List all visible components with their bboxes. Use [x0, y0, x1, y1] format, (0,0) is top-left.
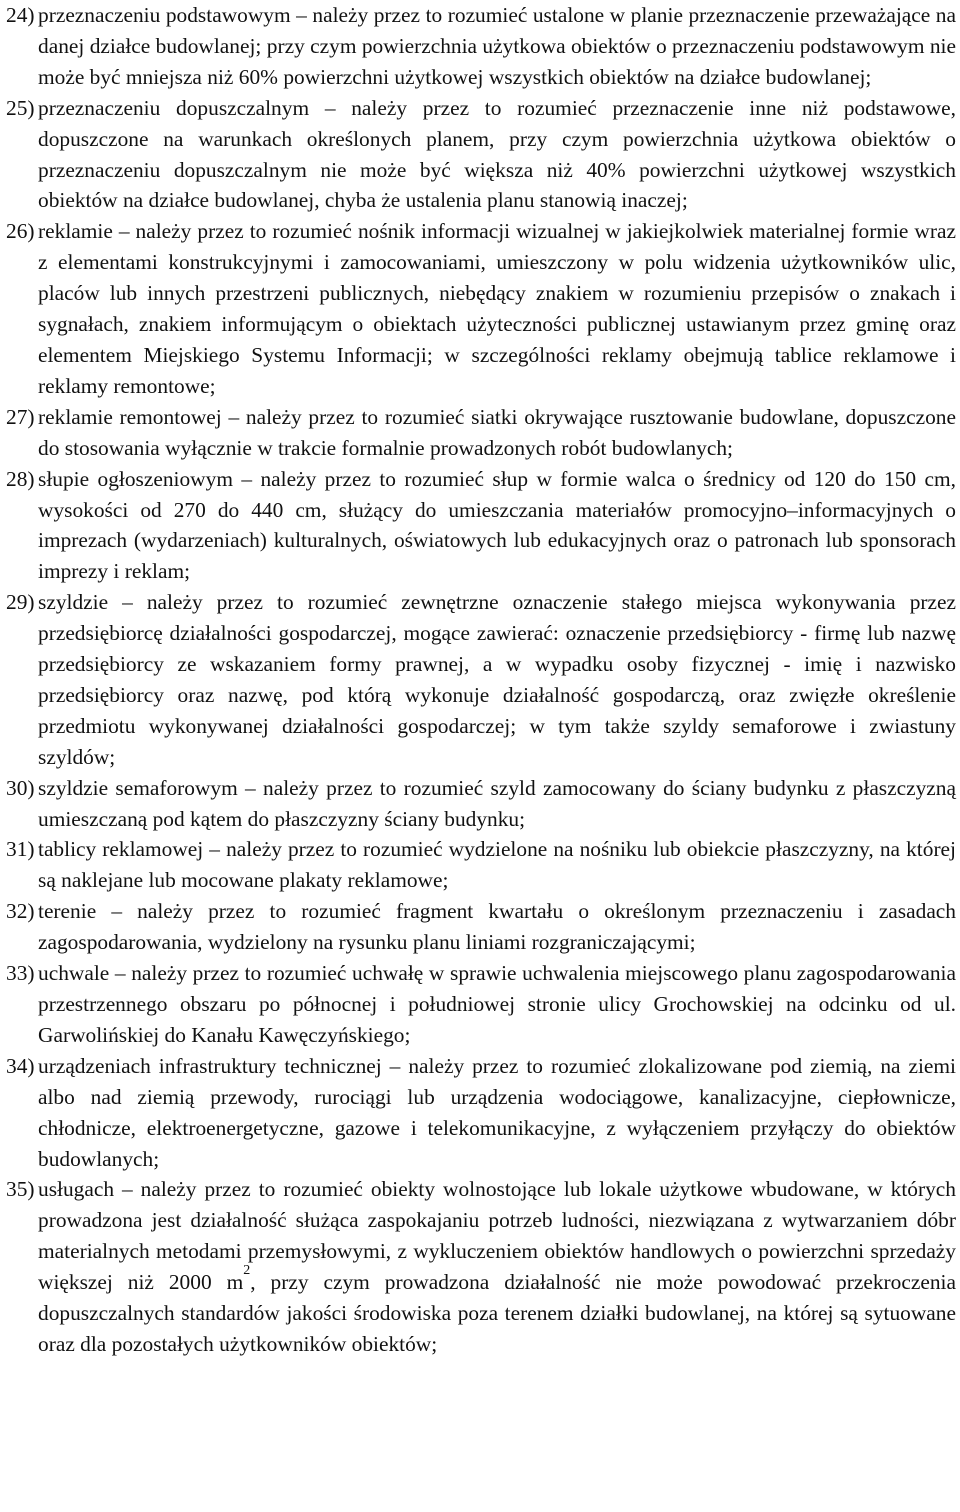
definition-text: terenie – należy przez to rozumieć fragment kwartału o określonym przeznaczeniu i zasadach zagospodarowania, wydzielony na rysunku planu liniami rozgraniczającymi; [38, 899, 956, 955]
definition-item-33 [6, 958, 956, 1051]
definition-item-30 [6, 773, 956, 835]
definition-text: tablicy reklamowej – należy przez to rozumieć wydzielone na nośniku lub obiekcie płaszczyzny, na której są naklejane lub mocowane plakaty reklamowe; [38, 837, 956, 893]
definition-number: 35) [6, 1177, 35, 1202]
definition-item-24 [6, 0, 956, 93]
definition-number: 24) [6, 3, 35, 27]
definition-text: przeznaczeniu podstawowym – należy przez to rozumieć ustalone w planie przeznaczenie przeważające na danej działce budowlanej; przy czym powierzchnia użytkowa obiektów o przeznaczeniu podstawowym nie może być mniejsza niż 60% powierzchni użytkowej wszystkich obiektów na działce budowlanej; [38, 3, 956, 89]
definition-number: 29) [6, 590, 35, 615]
definition-number: 30) [6, 775, 35, 800]
definition-text-wrapper [38, 1174, 956, 1359]
definition-item-27 [6, 402, 956, 464]
definition-item-28 [6, 464, 956, 588]
definition-number: 26) [6, 219, 35, 244]
definition-number: 32) [6, 899, 35, 924]
definition-text: reklamie remontowej – należy przez to rozumieć siatki okrywające rusztowanie budowlane, dopuszczone do stosowania wyłącznie w trakcie formalnie prowadzonych robót budowlanych; [38, 404, 956, 460]
definition-item-32 [6, 896, 956, 958]
definition-item-35 [6, 1174, 956, 1359]
definition-number: 27) [6, 404, 35, 429]
superscript-exponent: 2 [243, 1263, 251, 1279]
definition-number: 28) [6, 466, 35, 491]
definition-number: 31) [6, 837, 35, 862]
definition-item-26 [6, 216, 956, 401]
definition-item-25 [6, 93, 956, 217]
definition-number: 25) [6, 95, 35, 120]
definition-item-31 [6, 834, 956, 896]
definition-number: 33) [6, 961, 35, 986]
definition-text: uchwale – należy przez to rozumieć uchwałę w sprawie uchwalenia miejscowego planu zagospodarowania przestrzennego obszaru po północnej i południowej stronie ulicy Grochowskiej na odcinku od ul. Garwolińskiej do Kanału Kawęczyńskiego; [38, 961, 956, 1047]
definition-text: szyldzie – należy przez to rozumieć zewnętrzne oznaczenie stałego miejsca wykonywania przez przedsiębiorcę działalności gospodarczej, mogące zawierać: oznaczenie przedsiębiorcy - firmę lub nazwę przedsiębiorcy ze wskazaniem formy prawnej, a w wypadku osoby fizycznej - imię i nazwisko przedsiębiorcy oraz nazwę, pod którą wykonuje działalność gospodarczą, oraz zwięzłe określenie przedmiotu wykonywanej działalności gospodarczej; w tym także szyldy semaforowe i zwiastuny szyldów; [38, 590, 956, 769]
definition-item-29 [6, 587, 956, 772]
definition-text: szyldzie semaforowym – należy przez to rozumieć szyld zamocowany do ściany budynku z płaszczyzną umieszczaną pod kątem do płaszczyzny ściany budynku; [38, 775, 956, 831]
definition-text-continuation: , przy czym prowadzona działalność nie może powodować przekroczenia dopuszczalnych standardów jakości środowiska poza terenem działki budowlanej, na której są sytuowane oraz dla pozostałych użytkowników obiektów; [38, 1270, 956, 1356]
definition-text: usługach – należy przez to rozumieć obiekty wolnostojące lub lokale użytkowe wbudowane, w których prowadzona jest działalność służąca zaspokajaniu potrzeb ludności, niezwiązana z wytwarzaniem dóbr materialnych metodami przemysłowymi, z wykluczeniem obiektów handlowych o powierzchni sprzedaży większej niż 2000 m [38, 1177, 956, 1295]
definition-text: słupie ogłoszeniowym – należy przez to rozumieć słup w formie walca o średnicy od 120 do 150 cm, wysokości od 270 do 440 cm, służący do umieszczania materiałów promocyjno–informacyjnych o imprezach (wydarzeniach) kulturalnych, oświatowych lub edukacyjnych oraz o patronach lub sponsorach imprezy i reklam; [38, 466, 956, 584]
definition-text: urządzeniach infrastruktury technicznej – należy przez to rozumieć zlokalizowane pod ziemią, na ziemi albo nad ziemią przewody, rurociągi lub urządzenia wodociągowe, kanalizacyjne, ciepłownicze, chłodnicze, elektroenergetyczne, gazowe i telekomunikacyjne, z wyłączeniem przyłączy do obiektów budowlanych; [38, 1053, 956, 1171]
definition-item-34 [6, 1051, 956, 1175]
definition-number: 34) [6, 1053, 35, 1078]
definition-text: przeznaczeniu dopuszczalnym – należy przez to rozumieć przeznaczenie inne niż podstawowe, dopuszczone na warunkach określonych planem, przy czym powierzchnia użytkowa obiektów o przeznaczeniu dopuszczalnym nie może być większa niż 40% powierzchni użytkowej wszystkich obiektów na działce budowlanej, chyba że ustalenia planu stanowią inaczej; [38, 95, 956, 213]
definition-text: reklamie – należy przez to rozumieć nośnik informacji wizualnej w jakiejkolwiek materialnej formie wraz z elementami konstrukcyjnymi i zamocowaniami, umieszczony w polu widzenia użytkowników ulic, placów lub innych przestrzeni publicznych, niebędący znakiem w rozumieniu przepisów o znakach i sygnałach, znakiem informującym o obiektach użyteczności publicznej ustawianym przez gminę oraz elementem Miejskiego Systemu Informacji; w szczególności reklamy obejmują tablice reklamowe i reklamy remontowe; [38, 219, 956, 398]
